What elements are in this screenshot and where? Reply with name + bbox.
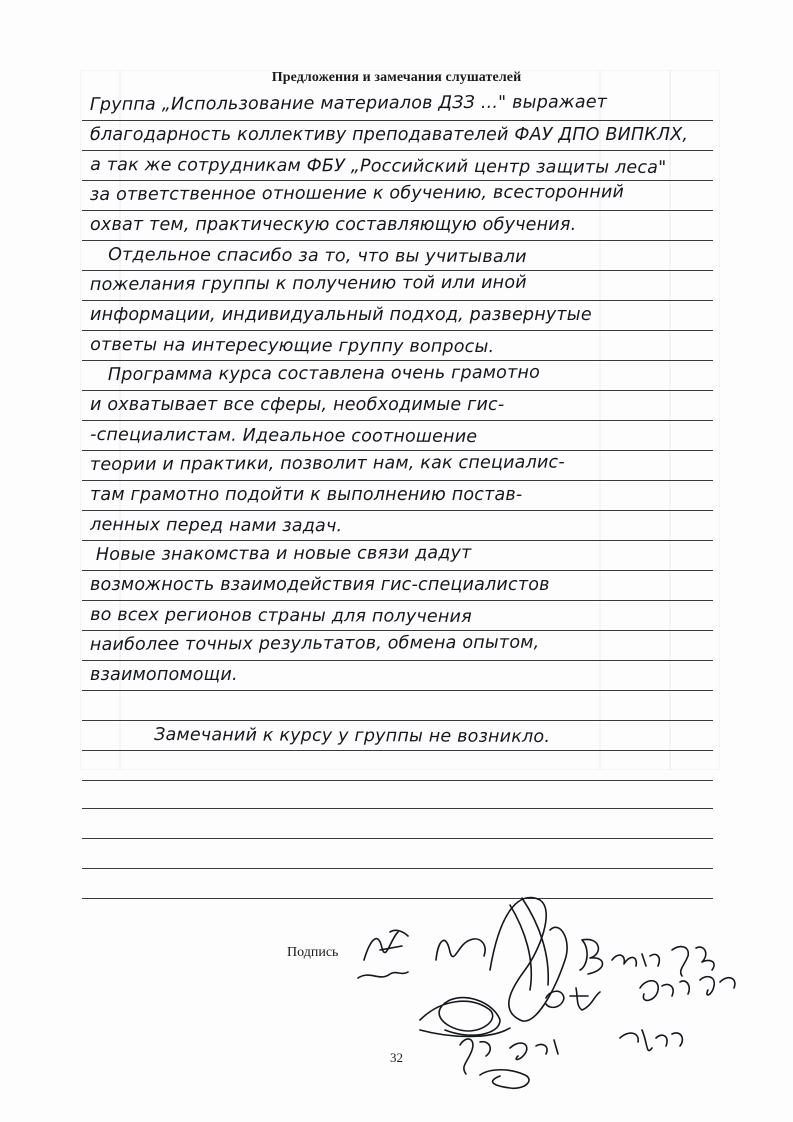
handwritten-line: а так же сотрудникам ФБУ „Российский центр защиты леса" bbox=[90, 155, 667, 179]
handwritten-line: Программа курса составлена очень грамотно bbox=[107, 362, 541, 386]
handwritten-line: Новые знакомства и новые связи дадут bbox=[95, 543, 472, 566]
ruled-line bbox=[82, 808, 713, 809]
handwritten-line: охват тем, практическую составляющую обучения. bbox=[90, 215, 577, 235]
handwritten-line: ленных перед нами задач. bbox=[90, 515, 343, 537]
handwritten-line: пожелания группы к получению той или иной bbox=[89, 272, 527, 296]
handwritten-line: наиболее точных результатов, обмена опытом, bbox=[89, 632, 540, 656]
page-number: 32 bbox=[390, 1050, 403, 1065]
handwritten-line: Замечаний к курсу у группы не возникло. bbox=[154, 725, 551, 748]
handwritten-line: ответы на интересующие группу вопросы. bbox=[90, 335, 495, 358]
handwritten-line: Группа „Использование материалов ДЗЗ ..." выражает bbox=[89, 92, 608, 116]
handwritten-line: благодарность коллективу преподавателей ФАУ ДПО ВИПКЛХ, bbox=[90, 125, 689, 145]
signature-label: Подпись bbox=[287, 945, 339, 960]
ruled-line bbox=[82, 868, 713, 869]
handwritten-line: во всех регионов страны для получения bbox=[90, 605, 472, 627]
handwritten-line: информации, индивидуальный подход, развернутые bbox=[90, 305, 592, 325]
handwritten-line: взаимопомощи. bbox=[90, 665, 238, 685]
page-title: Предложения и замечания слушателей bbox=[271, 70, 522, 85]
handwritten-line: Отдельное спасибо за то, что вы учитывали bbox=[108, 245, 527, 268]
handwritten-line: и охватывает все сферы, необходимые гис- bbox=[90, 395, 505, 415]
handwritten-line: теории и практики, позволит нам, как специалис- bbox=[89, 452, 565, 476]
ruled-line bbox=[82, 780, 713, 781]
ruled-line bbox=[82, 720, 713, 721]
ruled-line bbox=[82, 838, 713, 839]
handwritten-line: возможность взаимодействия гис-специалистов bbox=[90, 575, 550, 595]
handwritten-line: за ответственное отношение к обучению, всесторонний bbox=[89, 182, 625, 206]
handwritten-line: там грамотно подойти к выполнению постав- bbox=[90, 485, 523, 505]
handwritten-line: -специалистам. Идеальное соотношение bbox=[90, 425, 478, 448]
